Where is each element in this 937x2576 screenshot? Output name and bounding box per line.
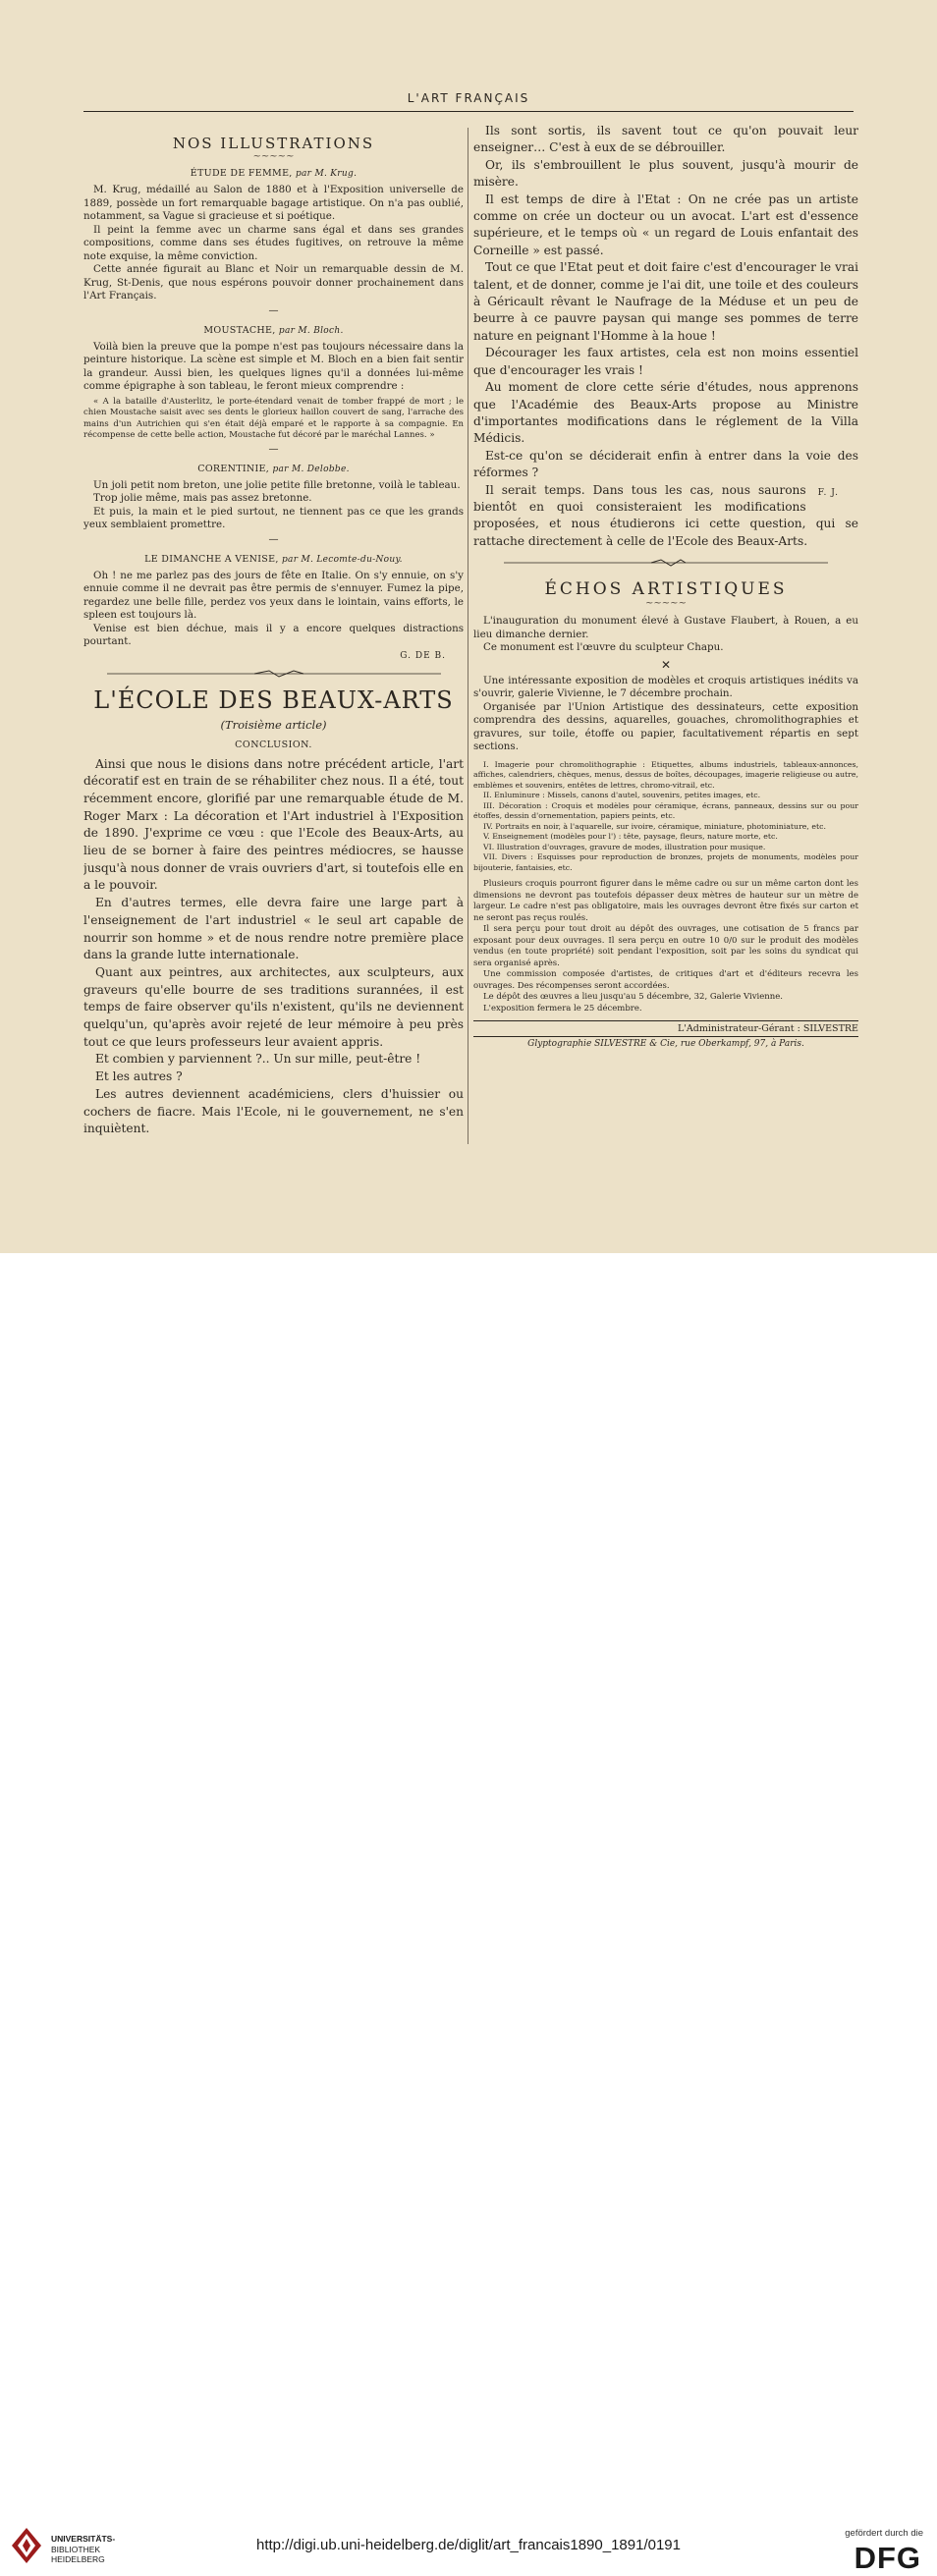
ecole-continued-paragraph: Au moment de clore cette série d'études, nous apprenons que l'Académie des Beaux-Arts propose au Ministre d'importantes modifications dans le réglement de la Villa Médicis. — [473, 380, 858, 446]
ecole-paragraph: Ainsi que nous le disions dans notre précédent article, l'art décoratif est en train de se réhabiliter chez nous. Il a été, tout récemment encore, glorifié par une remarquable étude de M. Roger Marx : La décoration et l'Art industriel à l'Exposition de 1890. J'exprime ce vœu : que l'Ecole des Beaux-Arts, au lieu de se borner à faire des peintres médiocres, se hausse jusqu'à nous donner de vrais ouvriers d'art, si toutefois elle en a le pouvoir. — [83, 756, 464, 893]
title-ornament: ~~~~~ — [645, 598, 687, 610]
entry-separator: — — [268, 443, 279, 455]
ecole-paragraph: Quant aux peintres, aux architectes, aux sculpteurs, aux graveurs qu'elle bourre de ses traditions surannées, il est temps de faire observer qu'ils n'existent, qu'ils ne deviennent quelqu'un, qu'après avoir rejeté de leur mémoire à peu près tout ce que leurs professeurs leur avaient appris. — [83, 964, 464, 1049]
ecole-section-label: CONCLUSION. — [235, 739, 312, 750]
admin-line: L'Administrateur-Gérant : SILVESTRE — [677, 1023, 858, 1035]
header-rule — [83, 111, 854, 112]
entry-paragraph: Il peint la femme avec un charme sans égal et dans ses grandes compositions, comme dans ses études fugitives, on retrouve la même note exquise, la même conviction. — [83, 223, 464, 262]
running-header: L'ART FRANÇAIS — [407, 91, 530, 105]
section-list-item: VII. Divers : Esquisses pour reproduction de bronzes, projets de monuments, modèles pour bijouterie, fantaisies, etc. — [473, 852, 858, 872]
illustration-entry — [83, 554, 464, 649]
entry-quote: « A la bataille d'Austerlitz, le porte-étendard venait de tomber frappé de mort ; le chien Moustache saisit avec ses dents le glorieux haillon couvert de sang, l'arrache des mains d'un Autrichien qui s'en était déjà emparé et le rapporte à sa compagnie. En récompense de cette belle action, Moustache fut décoré par le maréchal Lannes. » — [83, 396, 464, 440]
section-list-item: III. Décoration : Croquis et modèles pour céramique, écrans, panneaux, dessins sur ou pour étoffes, dessin d'ornementation, papiers peints, etc. — [473, 800, 858, 821]
section-list-item: V. Enseignement (modèles pour l') : tête, paysage, fleurs, nature morte, etc. — [483, 832, 778, 842]
entry-paragraph: Cette année figurait au Blanc et Noir un remarquable dessin de M. Krug, St-Denis, que nous espérons pouvoir donner prochainement dans l'Art Français. — [83, 263, 464, 301]
ecole-continued-paragraph: Ils sont sortis, ils savent tout ce qu'on pouvait leur enseigner… C'est à eux de se débrouiller. — [473, 124, 858, 155]
right-column — [473, 123, 858, 1049]
echo-paragraph: Organisée par l'Union Artistique des dessinateurs, cette exposition comprendra des dessins, aquarelles, gouaches, chromolithographies et gravures, sur toile, étoffe ou papier, facultativement répartis en sept sections. — [473, 700, 858, 753]
illustration-entry — [83, 464, 464, 532]
echo-paragraph: Plusieurs croquis pourront figurer dans le même cadre ou sur un même carton dont les dimensions ne devront pas toutefois dépasser deux mètres de hauteur sur un mètre de largeur. Le cadre n'est pas obligatoire, mais les ouvrages devront être fixés sur carton et ne seront pas reçus roulés. — [473, 879, 858, 923]
section-ornament — [107, 669, 441, 679]
echos-title: ÉCHOS ARTISTIQUES — [544, 579, 788, 600]
ecole-continued-paragraph: Il est temps de dire à l'Etat : On ne crée pas un artiste comme on crée un docteur ou un avocat. L'art est d'essence supérieure, et le temps où « un regard de Louis enfantait des Corneille » est passé. — [473, 192, 858, 257]
echo-separator: ✕ — [660, 657, 672, 672]
ecole-continued-paragraph: Tout ce que l'Etat peut et doit faire c'est d'encourager le vrai talent, et de donner, comme je l'ai dit, une toile et des couleurs à Géricault rêvant le Naufrage de la Méduse et un peu de beurre à ce pauvre paysan qui mange ses pommes de terre nature en peignant l'Homme à la houe ! — [473, 260, 858, 343]
left-column — [83, 123, 464, 1138]
ecole-title: L'ÉCOLE DES BEAUX-ARTS — [93, 685, 454, 714]
entry-paragraph: Et puis, la main et le pied surtout, ne tiennent pas ce que les grands yeux semblaient promettre. — [83, 505, 464, 530]
sponsor-label: gefördert durch die — [845, 2528, 923, 2539]
illustrations-signature: G. DE B. — [400, 650, 446, 661]
entry-paragraph: M. Krug, médaillé au Salon de 1880 et à l'Exposition universelle de 1889, possède un fort remarquable bagage artistique. On n'a pas oublié, notamment, sa Vague si gracieuse et si poétique. — [83, 184, 464, 222]
entry-paragraph: Un joli petit nom breton, une jolie petite fille bretonne, voilà le tableau. — [93, 478, 461, 491]
ecole-paragraph: Et combien y parviennent ?.. Un sur mille, peut-être ! — [95, 1052, 421, 1067]
entry-caption: MOUSTACHE, par M. Bloch. — [203, 324, 344, 336]
entry-paragraph: Trop jolie même, mais pas assez bretonne. — [93, 492, 312, 504]
dfg-logo: DFG — [854, 2541, 921, 2575]
printer-line: Glyptographie SILVESTRE & Cie, rue Oberkampf, 97, à Paris. — [473, 1036, 858, 1049]
illustration-entry — [83, 325, 464, 442]
ecole-continued-paragraph: Est-ce qu'on se déciderait enfin à entrer dans la voie des réformes ? — [473, 448, 858, 480]
illustrations-title: NOS ILLUSTRATIONS — [172, 135, 375, 152]
entry-caption: ÉTUDE DE FEMME, par M. Krug. — [190, 168, 358, 179]
echo-paragraph: L'exposition fermera le 25 décembre. — [483, 1003, 642, 1014]
entry-paragraph: Venise est bien déchue, mais il y a encore quelques distractions pourtant. — [83, 622, 464, 647]
section-list-item: IV. Portraits en noir, à l'aquarelle, sur ivoire, céramique, miniature, photominiature, etc. — [483, 821, 826, 831]
section-ornament — [504, 558, 828, 568]
echo-paragraph: Le dépôt des œuvres a lieu jusqu'au 5 décembre, 32, Galerie Vivienne. — [483, 992, 783, 1003]
source-url[interactable]: http://digi.ub.uni-heidelberg.de/diglit/art_francais1890_1891/0191 — [256, 2537, 681, 2553]
scanned-page — [0, 0, 937, 1253]
digitization-footer — [0, 1253, 937, 2575]
ecole-paragraph: Et les autres ? — [95, 1069, 183, 1084]
entry-paragraph: Voilà bien la preuve que la pompe n'est pas toujours nécessaire dans la peinture historique. La scène est simple et M. Bloch en a bien fait sentir la grandeur. Aussi bien, les quelques lignes qu'il a données lui-même comme épigraphe à son tableau, le feront mieux comprendre : — [83, 340, 464, 392]
ecole-paragraph: En d'autres termes, elle devra faire une large part à l'enseignement de l'art industriel « le seul art capable de nourrir son homme » et de nous rendre notre première place dans la grande lutte internationale. — [83, 896, 464, 962]
entry-caption: CORENTINIE, par M. Delobbe. — [197, 463, 350, 474]
ecole-signature: F. J. — [817, 487, 839, 498]
entry-paragraph: Oh ! ne me parlez pas des jours de fête en Italie. On s'y ennuie, on s'y ennuie comme il ne devrait pas être permis de s'ennuyer. Fumez la pipe, regardez une belle fille, perdez vos yeux dans le lointain, vains efforts, le spleen est toujours là. — [83, 569, 464, 621]
ecole-continued-paragraph: F. J. Il serait temps. Dans tous les cas, nous saurons bientôt en quoi consisteraient les modifications proposées, et nous étudierons ici cette question, qui se rattache directement à celle de l'Ecole des Beaux-Arts. — [473, 482, 858, 548]
title-ornament: ~~~~~ — [252, 151, 295, 162]
echo-paragraph: Ce monument est l'œuvre du sculpteur Chapu. — [483, 641, 724, 654]
echo-paragraph: Une intéressante exposition de modèles et croquis artistiques inédits va s'ouvrir, galerie Vivienne, le 7 décembre prochain. — [473, 674, 858, 700]
entry-separator: — — [268, 304, 279, 316]
echo-paragraph: Il sera perçu pour tout droit au dépôt des ouvrages, une cotisation de 5 francs par exposant pour deux ouvrages. Il sera perçu en outre 10 0/0 sur le produit des modèles vendus (en toute propriété) soit pendant l'exposition, soit par les soins du syndicat qui sera organisé après. — [473, 924, 858, 968]
entry-separator: — — [268, 533, 279, 545]
section-list-item: I. Imagerie pour chromolithographie : Etiquettes, albums industriels, tableaux-annonces, affiches, calendriers, chèques, menus, dessus de boîtes, découpages, imagerie religieuse ou autre, emblèmes et souvenirs, entêtes de lettres, chromo-vitrail, etc. — [473, 759, 858, 790]
section-list-item: II. Enluminure : Missels, canons d'autel, souvenirs, petites images, etc. — [483, 791, 761, 800]
echo-paragraph: Une commission composée d'artistes, de critiques d'art et d'éditeurs recevra les ouvrages. Des récompenses seront accordées. — [473, 969, 858, 991]
ecole-subtitle: (Troisième article) — [220, 717, 327, 732]
ecole-continued-paragraph: Décourager les faux artistes, cela est non moins essentiel que d'encourager les vrais ! — [473, 346, 858, 377]
entry-caption: LE DIMANCHE A VENISE, par M. Lecomte-du-Nouy. — [144, 553, 403, 565]
university-name: UNIVERSITÄTS- BIBLIOTHEK HEIDELBERG — [51, 2534, 116, 2564]
echo-paragraph: L'inauguration du monument élevé à Gustave Flaubert, à Rouen, a eu lieu dimanche dernier. — [473, 615, 858, 640]
illustration-entry — [83, 168, 464, 303]
section-list-item: VI. Illustration d'ouvrages, gravure de modes, illustration pour musique. — [483, 842, 766, 851]
ecole-paragraph: Les autres deviennent académiciens, clers d'huissier ou cochers de fiacre. Mais l'Ecole, ni le gouvernement, ne s'en inquiètent. — [83, 1086, 464, 1136]
ecole-continued-paragraph: Or, ils s'embrouillent le plus souvent, jusqu'à mourir de misère. — [473, 157, 858, 190]
